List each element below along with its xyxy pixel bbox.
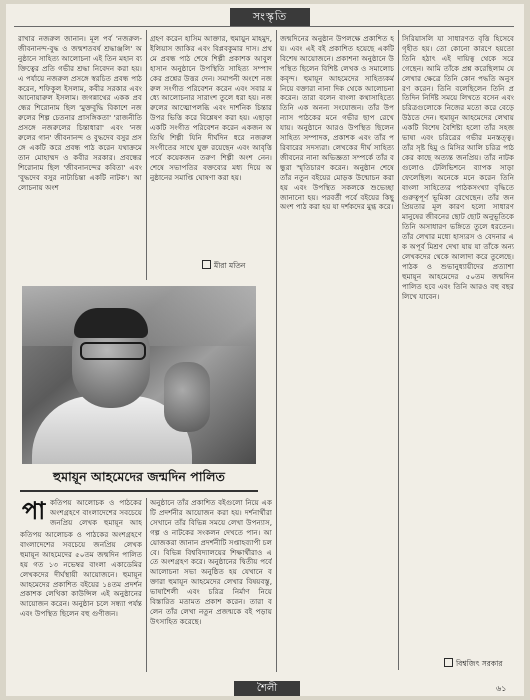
page-number: ৬১: [496, 684, 507, 693]
top-rule: [14, 26, 514, 27]
author-photo: [22, 286, 256, 464]
column-divider: [398, 30, 399, 670]
byline-top-text: মীরা মতিন: [214, 261, 246, 270]
column-divider: [276, 30, 277, 288]
feature-lead-text: কতিপয় আলোচক ও পাঠকের অংশগ্রহণে বাংলাদেশের সবচেয়ে জনপ্রিয় লেখক হুমায়ূন আহ: [50, 498, 142, 527]
byline-marker-icon: [444, 658, 453, 667]
byline-top: [202, 260, 245, 273]
photo-glasses: [80, 342, 146, 360]
drop-cap: পা: [22, 496, 46, 525]
article-column-2: গ্রহণ করেন হাসিম আক্তার, হুমায়ুন মাহমুদ, ইলিয়াস জাকির এবং বিপ্লবকুমার দাস। প্রথমে প্রবন্ধ পাঠ শেষে শিল্পী প্রকাশক আবুল হাসান অনুষ্ঠানে উপস্থিতি সাহিত্য সম্পাদকের প্রশ্নের উত্তর দেন। সমাপনী অংশে নজরুল সংগীত পরিবেশন করেন এবং সবার মধ্যে আলোচনার সারাংশ তুলে ধরা হয়। নজরুলের আত্মোপলব্ধি এবং দার্শনিক চিন্তার উপর ভিত্তি করে বিশ্লেষণ করা হয়। এছাড়া একটি সংগীত পরিবেশন করেন একজন অতিথি শিল্পী যিনি দীর্ঘদিন ধরে নজরুল সংগীতের সাথে যুক্ত রয়েছেন এবং আবৃত্তি পর্বে কয়েকজন তরুণ শিল্পী অংশ নেন। শেষে সভাপতির বক্তব্যের মধ্য দিয়ে অনুষ্ঠানের সমাপ্তি ঘোষণা করা হয়।: [150, 34, 272, 182]
feature-headline: হুমায়ূন আহমেদের জন্মদিন পালিত: [53, 469, 225, 484]
feature-column-1: কতিপয় আলোচক ও পাঠকের অংশগ্রহণে বাংলাদেশের সবচেয়ে জনপ্রিয় লেখক হুমায়ূন আহমেদের ৫০তম জন্মদিন পালিত হয় গত ১৩ নভেম্বর বাংলা একাডেমির লেখকদের দীর্ঘস্থায়ী আয়োজনে। হুমায়ূন আহমেদের প্রকাশিত বইয়ের ১৪তম প্রদর্শন প্রকাশক লেখিকা কাউন্সিল এই অনুষ্ঠানের আয়োজন করেন। অনুষ্ঠান চলে সন্ধ্যা পর্যন্ত এবং উপস্থিত ছিলেন বহু গুণীজন।: [20, 530, 142, 619]
headline-underline: [20, 490, 258, 492]
magazine-page: [6, 4, 524, 696]
column-divider: [276, 266, 277, 672]
byline-bottom-text: বিশ্বজিৎ সরকার: [456, 659, 503, 668]
byline-marker-icon: [202, 260, 211, 269]
photo-hair: [74, 308, 148, 338]
photo-hands: [164, 362, 210, 432]
article-column-4: সিরিয়াসলি যা সাধারণত বৃত্তি হিসেবে গৃহীত হয়। তো কোনো কারণে হয়তো তিনি হঠাৎ এই দায়িত্ব থেকে সরে গেছেন। আমি তাঁকে প্রশ্ন করেছিলাম যে লেখার ক্ষেত্রে তিনি কোন পদ্ধতি অনুসরণ করেন। তিনি বলেছিলেন তিনি প্রতিদিন নির্দিষ্ট সময়ে লিখতে বসেন এবং চরিত্রগুলোকে নিজের মতো করে বেড়ে উঠতে দেন। হুমায়ূন আহমেদের লেখায় একটি বিশেষ বৈশিষ্ট্য হলো তাঁর সহজ ভাষা এবং চরিত্রের গভীর মনস্তত্ত্ব। তাঁর সৃষ্ট হিমু ও মিসির আলি চরিত্র পাঠকের কাছে অত্যন্ত জনপ্রিয়। তাঁর নাটকগুলোও টেলিভিশনে ব্যাপক সাড়া ফেলেছিল। অনেকে মনে করেন তিনি বাংলা সাহিত্যের পাঠকসংখ্যা বৃদ্ধিতে গুরুত্বপূর্ণ ভূমিকা রেখেছেন। তাঁর জনপ্রিয়তার মূল কারণ হলো সাধারণ মানুষের জীবনের ছোট ছোট অনুভূতিকে তিনি অসাধারণ ভঙ্গিতে তুলে ধরতেন। তাঁর লেখার মধ্যে হাস্যরস ও বেদনার এক অপূর্ব মিশ্রণ দেখা যায় যা তাঁকে অন্য লেখকদের থেকে আলাদা করে তুলেছে। পাঠক ও শুভানুধ্যায়ীদের প্রত্যাশা হুমায়ূন আহমেদের ৫০তম জন্মদিন পালিত হবে এবং তিনি আরও বহু বছর লিখে যাবেন।: [402, 34, 514, 301]
magazine-name: শৈলী: [234, 681, 300, 696]
feature-column-2: অনুষ্ঠানে তাঁর প্রকাশিত বইগুলো নিয়ে একটি প্রদর্শনীর আয়োজন করা হয়। দর্শনার্থীরা সেখানে তাঁর বিভিন্ন সময়ে লেখা উপন্যাস, গল্প ও নাটকের সংকলন দেখতে পান। আয়োজকরা জানান প্রদর্শনীটি সপ্তাহব্যাপী চলবে। বিভিন্ন বিশ্ববিদ্যালয়ের শিক্ষার্থীরাও এতে অংশগ্রহণ করে। অনুষ্ঠানের দ্বিতীয় পর্বে আলোচনা সভা অনুষ্ঠিত হয় যেখানে বক্তারা হুমায়ূন আহমেদের লেখার বিষয়বস্তু, ভাষাশৈলী এবং চরিত্র নির্মাণ নিয়ে বিস্তারিত মতামত প্রকাশ করেন। তারা বলেন তাঁর লেখা নতুন প্রজন্মকে বই পড়ায় উৎসাহিত করেছে।: [150, 498, 272, 626]
column-divider: [146, 30, 147, 280]
section-tag: সংস্কৃতি: [230, 8, 310, 26]
article-column-1: রাখার নজরুল জানান। মূল পর্ব 'নজরুল-জীবনানন্দ-বুদ্ধ ও জন্মশতবর্ষ শ্রদ্ধাঞ্জলি' অনুষ্ঠানে সাহিত্য আলোচনা এই তিন মহান ব্যক্তিত্বের প্রতি গভীর শ্রদ্ধা নিবেদন করা হয়। এ পর্যায়ে নজরুল প্রসঙ্গে স্বরচিত প্রবন্ধ পাঠ করেন, শফিকুল ইসলাম, কবীর সরকার এবং আনোয়ারুল ইসলাম। জগন্নাথের একক প্রবন্ধের শিরোনাম ছিল 'মুক্তবুদ্ধি বিকাশে নজরুলের শিল্প চেতনার প্রাসঙ্গিকতা' 'রাজনীতি প্রসঙ্গে নজরুলের চিন্তাধারা' এবং 'নজরুলের গান' জীবনানন্দ ও বুদ্ধদেব বসুর প্রসঙ্গে একটি করে প্রবন্ধ পাঠ করেন যথাক্রমে তান মোহাম্মদ ও কবীর সরকার। প্রবন্ধের শিরোনাম ছিল 'জীবনানন্দের কবিতা' এবং 'বুদ্ধদেব বসুর নাট্যচিন্তা একটি নাটক'। আলোচনায় অংশ: [18, 34, 142, 192]
article-column-3: জন্মদিনের অনুষ্ঠান উপলক্ষে প্রকাশিত হয়। এবং এই বই প্রকাশিত হয়েছে একটি বিশেষ আয়োজনে। প্রকাশনা অনুষ্ঠানে উপস্থিত ছিলেন বিশিষ্ট লেখক ও সমালোচকবৃন্দ। হুমায়ূন আহমেদের সাহিত্যকর্ম নিয়ে বক্তারা নানা দিক থেকে আলোচনা করেন। তারা বলেন বাংলা কথাসাহিত্যে তিনি এক অনন্য সংযোজন। তাঁর উপন্যাস পাঠকের মনে গভীর ছাপ রেখে যায়। অনুষ্ঠানে আরও উপস্থিত ছিলেন সাহিত্য সম্পাদক, প্রকাশক এবং তাঁর পরিবারের সদস্যরা। লেখকের দীর্ঘ সাহিত্য জীবনের নানা অভিজ্ঞতা সম্পর্কে তাঁর বন্ধুরা স্মৃতিচারণ করেন। অনুষ্ঠান শেষে তাঁর নতুন বইয়ের মোড়ক উন্মোচন করা হয় এবং উপস্থিত সকলকে শুভেচ্ছা জানানো হয়। পরবর্তী পর্বে বইয়ের কিছু অংশ পাঠ করা হয় যা দর্শকদের মুগ্ধ করে।: [280, 34, 394, 212]
byline-bottom: [444, 658, 502, 671]
column-divider: [146, 498, 147, 672]
